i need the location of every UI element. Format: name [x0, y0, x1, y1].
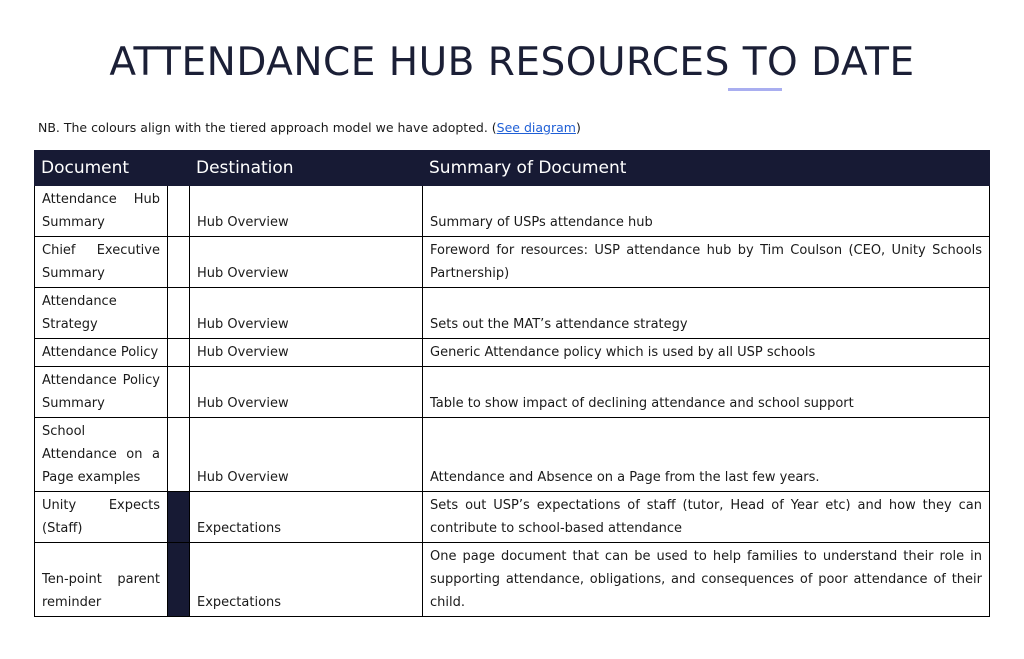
- destination-cell: Hub Overview: [190, 237, 423, 288]
- summary-cell: Summary of USPs attendance hub: [423, 186, 990, 237]
- tier-colour-cell: [168, 186, 190, 237]
- tier-colour-cell: [168, 288, 190, 339]
- table-row: [35, 339, 990, 367]
- document-cell: Attendance Policy: [35, 339, 168, 367]
- table-row: [35, 237, 990, 288]
- document-cell: Attendance Strategy: [35, 288, 168, 339]
- table-row: [35, 492, 990, 543]
- destination-cell: Hub Overview: [190, 288, 423, 339]
- tier-colour-cell: [168, 339, 190, 367]
- summary-cell: Generic Attendance policy which is used by all USP schools: [423, 339, 990, 367]
- table-row: [35, 543, 990, 617]
- tier-colour-cell: [168, 418, 190, 492]
- header-tier: [168, 151, 190, 186]
- summary-cell: One page document that can be used to help families to understand their role in supporting attendance, obligations, and consequences of poor attendance of their child.: [423, 543, 990, 617]
- colour-note: [38, 120, 581, 135]
- header-document: Document: [35, 151, 168, 186]
- note-text: NB. The colours align with the tiered approach model we have adopted. (: [38, 120, 497, 135]
- summary-cell: Sets out USP’s expectations of staff (tutor, Head of Year etc) and how they can contribute to school-based attendance: [423, 492, 990, 543]
- destination-cell: Hub Overview: [190, 367, 423, 418]
- resources-table: [34, 150, 990, 617]
- destination-cell: Expectations: [190, 543, 423, 617]
- destination-cell: Hub Overview: [190, 186, 423, 237]
- summary-cell: Table to show impact of declining attendance and school support: [423, 367, 990, 418]
- table-row: [35, 186, 990, 237]
- table-header-row: [35, 151, 990, 186]
- summary-cell: Sets out the MAT’s attendance strategy: [423, 288, 990, 339]
- summary-cell: Attendance and Absence on a Page from the last few years.: [423, 418, 990, 492]
- header-summary: Summary of Document: [423, 151, 990, 186]
- title-accent-underline: [728, 88, 782, 91]
- see-diagram-link[interactable]: See diagram: [496, 120, 576, 135]
- table-row: [35, 418, 990, 492]
- destination-cell: Hub Overview: [190, 418, 423, 492]
- header-destination: Destination: [190, 151, 423, 186]
- tier-colour-cell: [168, 543, 190, 617]
- page-title: ATTENDANCE HUB RESOURCES TO DATE: [109, 40, 915, 85]
- summary-cell: Foreword for resources: USP attendance hub by Tim Coulson (CEO, Unity Schools Partnership): [423, 237, 990, 288]
- tier-colour-cell: [168, 237, 190, 288]
- document-cell: Attendance Hub Summary: [35, 186, 168, 237]
- tier-colour-cell: [168, 367, 190, 418]
- tier-colour-cell: [168, 492, 190, 543]
- note-close: ): [575, 120, 581, 135]
- document-cell: School Attendance on a Page examples: [35, 418, 168, 492]
- document-cell: Unity Expects (Staff): [35, 492, 168, 543]
- document-cell: Attendance Policy Summary: [35, 367, 168, 418]
- document-cell: Chief Executive Summary: [35, 237, 168, 288]
- table-row: [35, 288, 990, 339]
- destination-cell: Expectations: [190, 492, 423, 543]
- destination-cell: Hub Overview: [190, 339, 423, 367]
- table-row: [35, 367, 990, 418]
- document-cell: Ten-point parent reminder: [35, 543, 168, 617]
